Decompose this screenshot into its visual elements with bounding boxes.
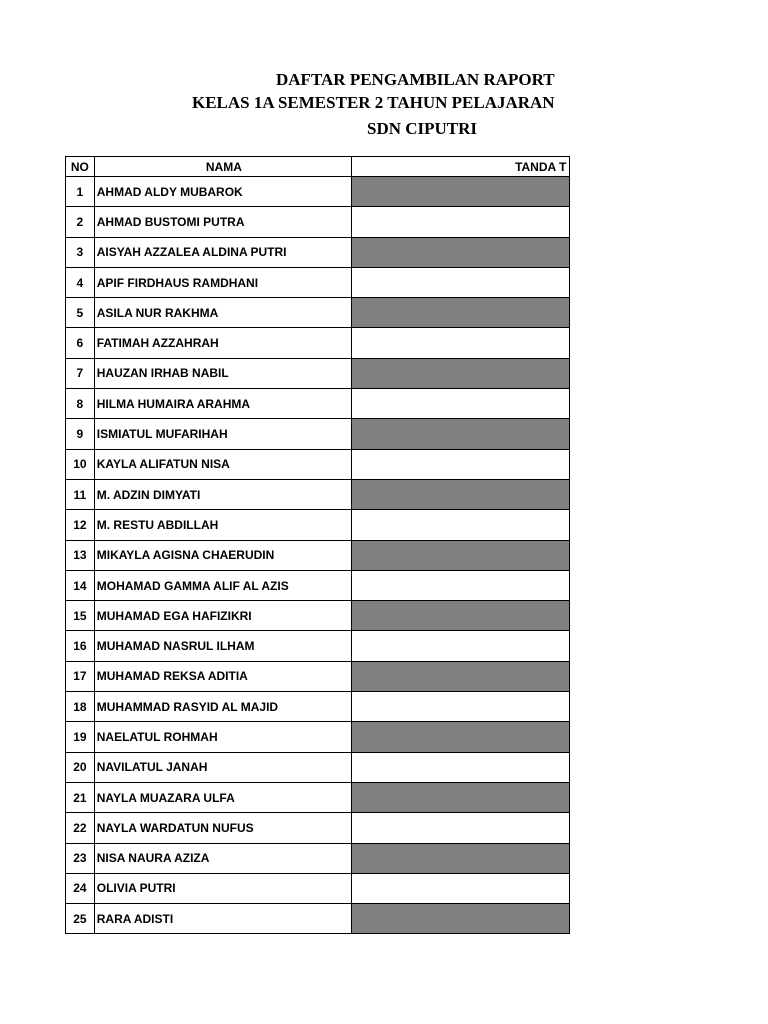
row-number: 7 xyxy=(66,358,95,388)
student-name: RARA ADISTI xyxy=(94,904,351,934)
header-tanda-tangan: TANDA T xyxy=(352,157,570,177)
table-row xyxy=(66,631,570,661)
signature-cell[interactable] xyxy=(352,540,570,570)
signature-cell[interactable] xyxy=(352,267,570,297)
student-name: HAUZAN IRHAB NABIL xyxy=(94,358,351,388)
header-no: NO xyxy=(66,157,95,177)
student-name: ISMIATUL MUFARIHAH xyxy=(94,419,351,449)
student-name: MOHAMAD GAMMA ALIF AL AZIS xyxy=(94,570,351,600)
row-number: 2 xyxy=(66,207,95,237)
row-number: 25 xyxy=(66,904,95,934)
table-row xyxy=(66,358,570,388)
signature-cell[interactable] xyxy=(352,570,570,600)
table-row xyxy=(66,449,570,479)
row-number: 13 xyxy=(66,540,95,570)
table-row xyxy=(66,177,570,207)
signature-cell[interactable] xyxy=(352,449,570,479)
row-number: 8 xyxy=(66,389,95,419)
signature-cell[interactable] xyxy=(352,843,570,873)
table-row xyxy=(66,419,570,449)
row-number: 23 xyxy=(66,843,95,873)
signature-cell[interactable] xyxy=(352,904,570,934)
table-row xyxy=(66,479,570,509)
row-number: 12 xyxy=(66,510,95,540)
header-nama: NAMA xyxy=(94,157,351,177)
table-row xyxy=(66,873,570,903)
row-number: 9 xyxy=(66,419,95,449)
student-name: HILMA HUMAIRA ARAHMA xyxy=(94,389,351,419)
signature-cell[interactable] xyxy=(352,782,570,812)
student-name: AHMAD BUSTOMI PUTRA xyxy=(94,207,351,237)
student-name: NAYLA MUAZARA ULFA xyxy=(94,782,351,812)
table-row xyxy=(66,510,570,540)
table-header-row xyxy=(66,157,570,177)
table-row xyxy=(66,752,570,782)
table-row xyxy=(66,207,570,237)
table-row xyxy=(66,601,570,631)
signature-cell[interactable] xyxy=(352,207,570,237)
table-body xyxy=(66,177,570,934)
signature-cell[interactable] xyxy=(352,328,570,358)
row-number: 11 xyxy=(66,479,95,509)
student-name: AHMAD ALDY MUBAROK xyxy=(94,177,351,207)
row-number: 22 xyxy=(66,813,95,843)
row-number: 4 xyxy=(66,267,95,297)
student-name: NAELATUL ROHMAH xyxy=(94,722,351,752)
student-name: MUHAMAD NASRUL ILHAM xyxy=(94,631,351,661)
row-number: 6 xyxy=(66,328,95,358)
student-name: MUHAMMAD RASYID AL MAJID xyxy=(94,692,351,722)
student-name: KAYLA ALIFATUN NISA xyxy=(94,449,351,479)
row-number: 18 xyxy=(66,692,95,722)
student-name: AISYAH AZZALEA ALDINA PUTRI xyxy=(94,237,351,267)
table-row xyxy=(66,298,570,328)
signature-cell[interactable] xyxy=(352,631,570,661)
signature-cell[interactable] xyxy=(352,298,570,328)
signature-cell[interactable] xyxy=(352,177,570,207)
table-row xyxy=(66,570,570,600)
student-name: NISA NAURA AZIZA xyxy=(94,843,351,873)
signature-cell[interactable] xyxy=(352,510,570,540)
student-name: APIF FIRDHAUS RAMDHANI xyxy=(94,267,351,297)
row-number: 17 xyxy=(66,661,95,691)
row-number: 1 xyxy=(66,177,95,207)
attendance-table xyxy=(65,156,570,934)
row-number: 20 xyxy=(66,752,95,782)
signature-cell[interactable] xyxy=(352,873,570,903)
signature-cell[interactable] xyxy=(352,237,570,267)
table-row xyxy=(66,692,570,722)
signature-cell[interactable] xyxy=(352,419,570,449)
signature-cell[interactable] xyxy=(352,752,570,782)
signature-cell[interactable] xyxy=(352,389,570,419)
student-name: NAYLA WARDATUN NUFUS xyxy=(94,813,351,843)
student-name: MUHAMAD REKSA ADITIA xyxy=(94,661,351,691)
table-row xyxy=(66,661,570,691)
signature-cell[interactable] xyxy=(352,601,570,631)
table-row xyxy=(66,267,570,297)
signature-cell[interactable] xyxy=(352,479,570,509)
document-title: DAFTAR PENGAMBILAN RAPORT xyxy=(276,70,555,89)
document-subtitle: KELAS 1A SEMESTER 2 TAHUN PELAJARAN xyxy=(192,93,555,112)
table-row xyxy=(66,389,570,419)
table-row xyxy=(66,722,570,752)
student-name: OLIVIA PUTRI xyxy=(94,873,351,903)
school-name: SDN CIPUTRI xyxy=(367,119,478,138)
student-name: MIKAYLA AGISNA CHAERUDIN xyxy=(94,540,351,570)
signature-cell[interactable] xyxy=(352,692,570,722)
row-number: 16 xyxy=(66,631,95,661)
table-row xyxy=(66,328,570,358)
signature-cell[interactable] xyxy=(352,722,570,752)
signature-cell[interactable] xyxy=(352,813,570,843)
table-row xyxy=(66,904,570,934)
row-number: 3 xyxy=(66,237,95,267)
row-number: 19 xyxy=(66,722,95,752)
table-row xyxy=(66,843,570,873)
student-name: MUHAMAD EGA HAFIZIKRI xyxy=(94,601,351,631)
table-row xyxy=(66,540,570,570)
student-name: FATIMAH AZZAHRAH xyxy=(94,328,351,358)
table-row xyxy=(66,813,570,843)
signature-cell[interactable] xyxy=(352,358,570,388)
row-number: 15 xyxy=(66,601,95,631)
table-row xyxy=(66,782,570,812)
student-name: M. RESTU ABDILLAH xyxy=(94,510,351,540)
row-number: 14 xyxy=(66,570,95,600)
signature-cell[interactable] xyxy=(352,661,570,691)
row-number: 21 xyxy=(66,782,95,812)
table-row xyxy=(66,237,570,267)
student-name: ASILA NUR RAKHMA xyxy=(94,298,351,328)
row-number: 24 xyxy=(66,873,95,903)
student-name: M. ADZIN DIMYATI xyxy=(94,479,351,509)
student-name: NAVILATUL JANAH xyxy=(94,752,351,782)
row-number: 5 xyxy=(66,298,95,328)
row-number: 10 xyxy=(66,449,95,479)
